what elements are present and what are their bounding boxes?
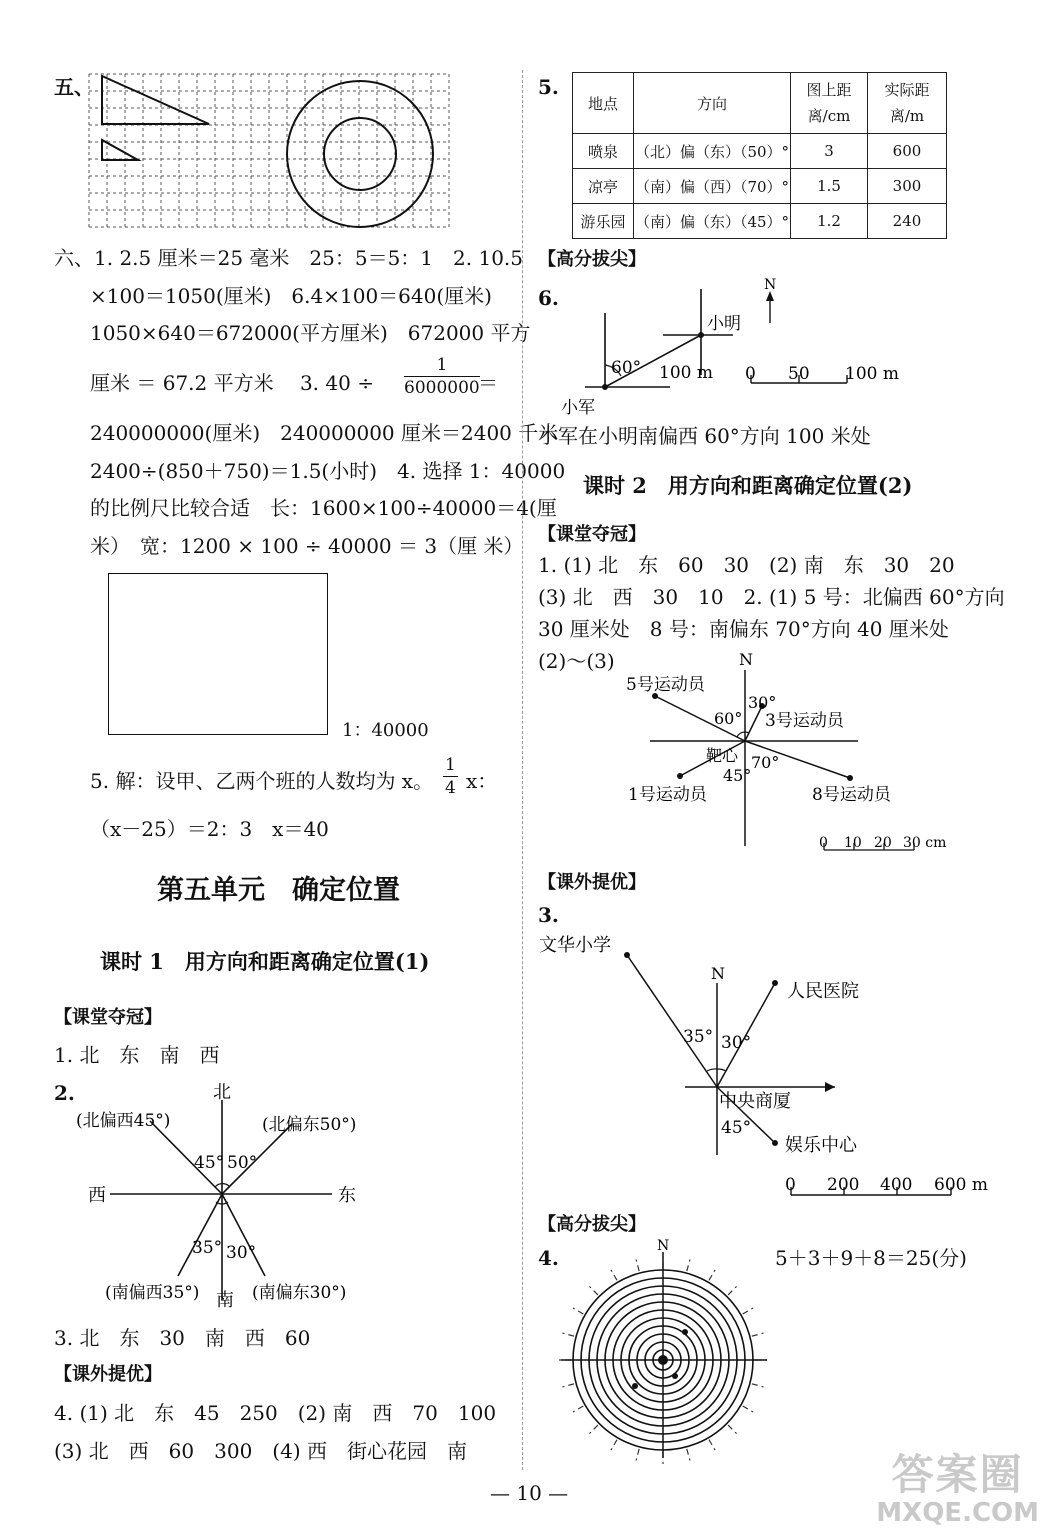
header-text: 图上距 bbox=[806, 81, 852, 99]
table-header bbox=[791, 73, 868, 134]
xiaoming-label: 小明 bbox=[707, 314, 741, 334]
table-cell: 3 bbox=[791, 134, 868, 169]
scale-tick: 400 bbox=[880, 1175, 913, 1195]
athlete-3-label: 3号运动员 bbox=[765, 711, 844, 731]
west-label: 西 bbox=[88, 1185, 106, 1206]
north-label: N bbox=[764, 277, 777, 293]
table-row bbox=[573, 169, 947, 204]
table-cell: 300 bbox=[868, 169, 947, 204]
fraction bbox=[443, 754, 458, 799]
q3-label: 3. bbox=[538, 903, 559, 927]
fraction bbox=[404, 354, 480, 399]
table-header bbox=[573, 73, 634, 134]
north-label: N bbox=[657, 1238, 670, 1254]
q4-label: 4. bbox=[538, 1246, 559, 1270]
answer-line: 1. (1) 北 东 60 30 (2) 南 东 30 20 bbox=[538, 553, 955, 577]
table-cell: 1.2 bbox=[791, 204, 868, 239]
table-cell: 240 bbox=[868, 204, 947, 239]
sw-label: (南偏西35°) bbox=[105, 1283, 200, 1303]
target-ray bbox=[752, 1333, 764, 1336]
table-cell: 凉亭 bbox=[573, 169, 634, 204]
table-row bbox=[573, 204, 947, 239]
scale-label: 1：40000 bbox=[342, 720, 429, 741]
q6-answer: 小军在小明南偏西 60°方向 100 米处 bbox=[538, 424, 871, 448]
target-ray bbox=[563, 1333, 575, 1336]
target-ray bbox=[589, 1425, 597, 1433]
section-label: 【高分拔尖】 bbox=[538, 1214, 646, 1235]
fraction-numerator: 1 bbox=[404, 354, 480, 377]
large-triangle bbox=[102, 76, 209, 124]
q2-label: 2. bbox=[54, 1081, 75, 1105]
grid-drawing bbox=[85, 72, 455, 232]
target-ray bbox=[743, 1406, 753, 1412]
target-ray bbox=[611, 1270, 617, 1280]
nw-label: (北偏西45°) bbox=[76, 1111, 171, 1131]
athlete-5-label: 5号运动员 bbox=[626, 675, 705, 695]
table-cell: 1.5 bbox=[791, 169, 868, 204]
angle-label: 50° bbox=[227, 1153, 258, 1173]
angle-label: 35° bbox=[192, 1238, 223, 1258]
scale-tick: 0 bbox=[785, 1175, 796, 1195]
q5-label: 5. bbox=[538, 75, 559, 99]
scale-tick: 0 bbox=[819, 835, 828, 851]
angle-label: 45° bbox=[194, 1153, 225, 1173]
watermark bbox=[876, 1452, 1039, 1528]
scale-tick: 20 bbox=[874, 835, 892, 851]
section-label: 【课堂夺冠】 bbox=[538, 524, 646, 545]
q6-diagram bbox=[555, 275, 915, 420]
xiaojun-label: 小军 bbox=[561, 398, 595, 418]
target-ray bbox=[728, 1286, 736, 1294]
q4-sum: 5＋3＋9＋8＝25(分) bbox=[775, 1246, 967, 1270]
target-ray bbox=[636, 1260, 639, 1272]
athletes-diagram bbox=[610, 648, 960, 853]
fraction-numerator: 1 bbox=[445, 755, 456, 775]
target-ray bbox=[687, 1260, 690, 1272]
distance-label: 100 m bbox=[659, 363, 713, 383]
se-label: (南偏东30°) bbox=[252, 1283, 347, 1303]
target-ray bbox=[709, 1440, 715, 1450]
fraction-denominator: 4 bbox=[445, 778, 456, 798]
table-cell: 游乐园 bbox=[573, 204, 634, 239]
school-label: 文华小学 bbox=[539, 935, 611, 956]
scale-tick: 50 bbox=[788, 364, 810, 384]
scale-rectangle bbox=[108, 573, 328, 735]
angle-label: 60° bbox=[714, 709, 743, 728]
page-number: — 10 — bbox=[490, 1481, 569, 1505]
angle-label: 45° bbox=[723, 766, 752, 785]
q5-answer: 5. 解：设甲、乙两个班的人数均为 x。 bbox=[90, 769, 434, 793]
header-text: 离/m bbox=[889, 107, 925, 125]
outer-circle bbox=[287, 81, 433, 227]
city-map-diagram bbox=[535, 925, 1005, 1200]
q6-label: 6. bbox=[538, 286, 559, 310]
scale-tick: 0 bbox=[745, 364, 756, 384]
table-header bbox=[634, 73, 791, 134]
fraction-denominator: 6000000 bbox=[404, 378, 480, 398]
north-label: 北 bbox=[213, 1082, 231, 1103]
target-ray bbox=[709, 1270, 715, 1280]
target-ray bbox=[589, 1286, 597, 1294]
angle-label: 30° bbox=[748, 693, 777, 712]
q4-answer: 4. (1) 北 东 45 250 (2) 南 西 70 100 bbox=[54, 1401, 497, 1425]
fun-center-label: 娱乐中心 bbox=[785, 1135, 857, 1156]
table-header bbox=[868, 73, 947, 134]
header-text: 离/cm bbox=[807, 107, 851, 125]
angle-label: 35° bbox=[683, 1027, 714, 1047]
scale-tick: 30 cm bbox=[903, 835, 947, 851]
scale-tick: 100 m bbox=[845, 364, 899, 384]
table-cell: （北）偏（东）（50）° bbox=[634, 134, 791, 169]
south-label: 南 bbox=[216, 1290, 234, 1311]
angle-label: 45° bbox=[721, 1118, 752, 1138]
table-row bbox=[573, 134, 947, 169]
target-ray bbox=[687, 1449, 690, 1461]
section-label: 【课外提优】 bbox=[538, 872, 646, 893]
hospital-label: 人民医院 bbox=[787, 981, 859, 1002]
answer-line: (3) 北 西 30 10 2. (1) 5 号：北偏西 60°方向 bbox=[538, 585, 1005, 609]
header-text: 方向 bbox=[696, 94, 727, 113]
angle-label: 60° bbox=[611, 358, 642, 378]
table-cell: 600 bbox=[868, 134, 947, 169]
q4-answer: (3) 北 西 60 300 (4) 西 街心花园 南 bbox=[54, 1439, 467, 1463]
target-ray bbox=[743, 1308, 753, 1314]
answer-line: (2)～(3) bbox=[538, 649, 615, 673]
section-label: 【高分拔尖】 bbox=[538, 249, 646, 270]
scale-tick: 600 m bbox=[934, 1175, 988, 1195]
ne-label: (北偏东50°) bbox=[262, 1115, 357, 1135]
north-label: N bbox=[739, 650, 753, 669]
header-text: 地点 bbox=[587, 94, 618, 113]
scale-tick: 200 bbox=[827, 1175, 860, 1195]
target-ray bbox=[573, 1406, 583, 1412]
east-label: 东 bbox=[338, 1185, 356, 1206]
header-text: 实际距 bbox=[884, 81, 930, 99]
answer-line: 240000000(厘米) 240000000 厘米＝2400 千米 bbox=[90, 421, 559, 445]
lesson-2-title: 课时 2 用方向和距离确定位置(2) bbox=[583, 473, 913, 498]
center-label: 中央商厦 bbox=[719, 1091, 791, 1112]
answer-line: 1050×640＝672000(平方厘米) 672000 平方 bbox=[90, 321, 531, 345]
answer-line: 的比例尺比较合适 长：1600×100÷40000＝4(厘 bbox=[90, 496, 557, 520]
location-table bbox=[572, 72, 947, 239]
equals-sign: ＝ bbox=[478, 371, 498, 395]
answer-line: 厘米 ＝ 67.2 平方米 3. 40 ÷ bbox=[90, 371, 374, 395]
athlete-8-label: 8号运动员 bbox=[812, 785, 891, 805]
table-cell: （南）偏（东）（45）° bbox=[634, 204, 791, 239]
watermark-text: 答案圈 bbox=[891, 1450, 1024, 1499]
table-header-row bbox=[573, 73, 947, 134]
q1-answer: 1. 北 东 南 西 bbox=[54, 1043, 220, 1067]
center-label: 靶心 bbox=[706, 746, 739, 765]
section-label: 【课外提优】 bbox=[54, 1364, 162, 1385]
watermark-url: MXQE.COM bbox=[876, 1498, 1039, 1528]
athlete-1-label: 1号运动员 bbox=[628, 785, 707, 805]
answer-line: 30 厘米处 8 号：南偏东 70°方向 40 厘米处 bbox=[538, 617, 949, 641]
north-label: N bbox=[711, 964, 725, 983]
column-divider bbox=[522, 70, 523, 1470]
target-ray bbox=[636, 1449, 639, 1461]
lesson-1-title: 课时 1 用方向和距离确定位置(1) bbox=[100, 949, 430, 974]
answer-line: 米） 宽：1200 × 100 ÷ 40000 ＝ 3（厘 米） bbox=[90, 534, 524, 558]
answer-line: ×100＝1050(厘米) 6.4×100＝640(厘米) bbox=[90, 284, 492, 308]
angle-label: 30° bbox=[226, 1243, 257, 1263]
angle-label: 30° bbox=[721, 1033, 752, 1053]
scale-tick: 10 bbox=[844, 835, 862, 851]
unit-title: 第五单元 确定位置 bbox=[157, 875, 400, 906]
target-ray bbox=[728, 1425, 736, 1433]
angle-label: 70° bbox=[751, 753, 780, 772]
inner-circle bbox=[324, 118, 396, 190]
q5-answer-tail: x： bbox=[466, 769, 498, 793]
table-cell: （南）偏（西）（70）° bbox=[634, 169, 791, 204]
table-cell: 喷泉 bbox=[573, 134, 634, 169]
section-label: 【课堂夺冠】 bbox=[54, 1007, 162, 1028]
small-triangle bbox=[102, 140, 138, 160]
answer-line: 六、1. 2.5 厘米＝25 毫米 25：5＝5：1 2. 10.5 bbox=[54, 246, 524, 270]
section-5-label: 五、 bbox=[54, 75, 94, 99]
target-ray bbox=[611, 1440, 617, 1450]
target-ray bbox=[573, 1308, 583, 1314]
target-ray bbox=[752, 1384, 764, 1387]
answer-line: 2400÷(850＋750)＝1.5(小时) 4. 选择 1：40000 bbox=[90, 459, 566, 483]
compass-diagram bbox=[70, 1076, 380, 1316]
target-ray bbox=[563, 1384, 575, 1387]
q5-answer: （x－25）＝2：3 x＝40 bbox=[90, 817, 329, 841]
q3-answer: 3. 北 东 30 南 西 60 bbox=[54, 1326, 311, 1350]
target-diagram bbox=[555, 1236, 775, 1466]
